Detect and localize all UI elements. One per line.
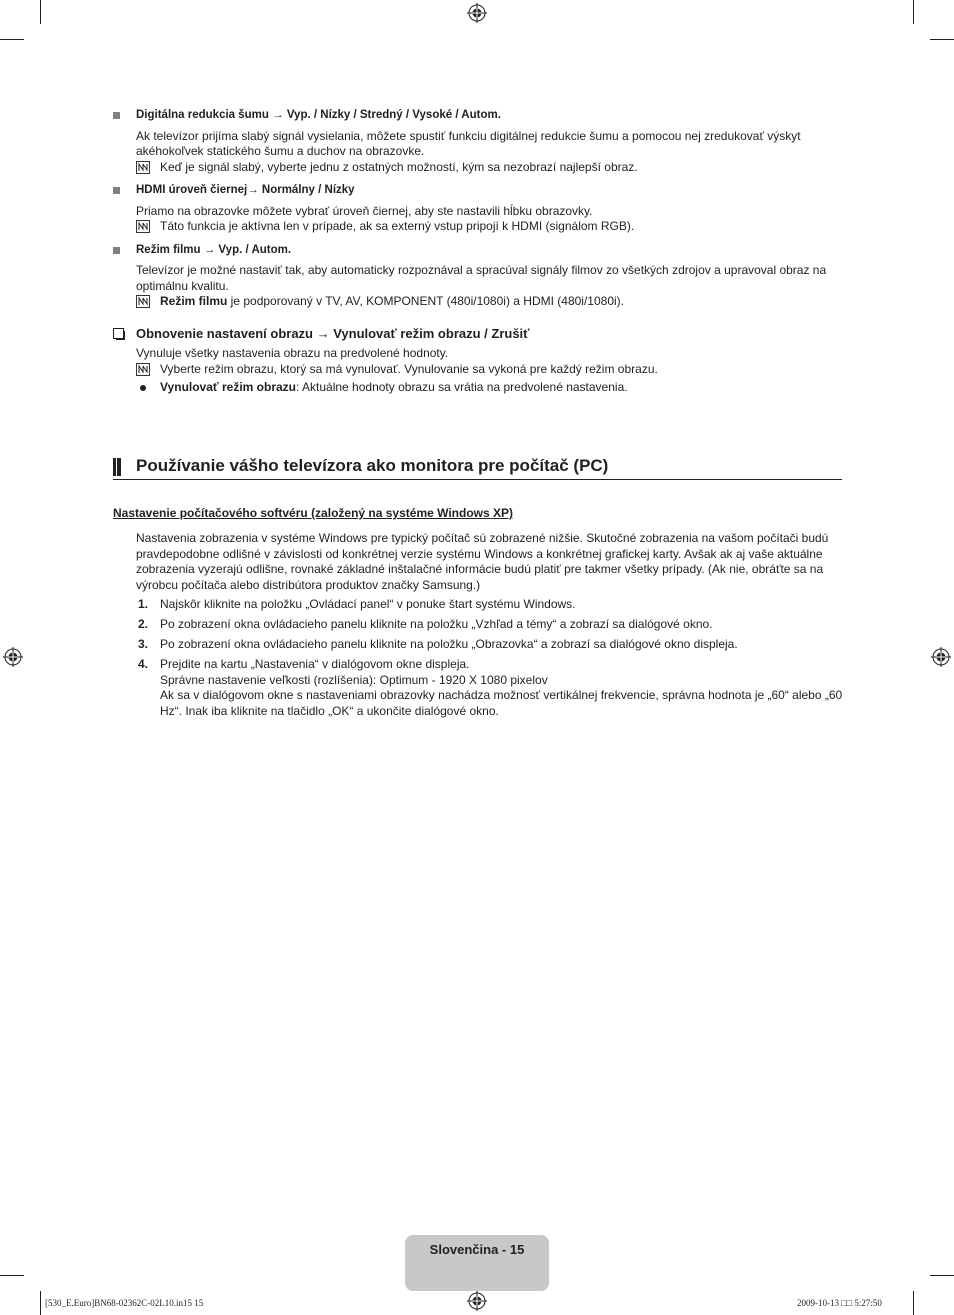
note-text: Vyberte režim obrazu, ktorý sa má vynulovať. Vynulovanie sa vykoná pre každý režim obrazu. — [160, 361, 658, 376]
note-text: Keď je signál slabý, vyberte jednu z ostatných možností, kým sa nezobrazí najlepší obraz. — [160, 159, 638, 174]
note-text: Táto funkcia je aktívna len v prípade, ak sa externý vstup pripojí k HDMI (signálom RGB). — [160, 219, 635, 233]
setting-description: Televízor je možné nastaviť tak, aby automaticky rozpoznával a spracúval signály filmov zo všetkých zdrojov a upravoval obraz na optimálnu kvalitu. — [136, 263, 827, 293]
step-text: Prejdite na kartu „Nastavenia“ v dialógovom okne displeja. — [160, 657, 470, 671]
square-bullet-icon — [113, 112, 120, 119]
note-text: je podporovaný v TV, AV, KOMPONENT (480i/1080i) a HDMI (480i/1080i). — [227, 294, 624, 308]
step-number: 3. — [138, 637, 149, 651]
note-icon — [136, 220, 150, 233]
subsection-title: Nastavenie počítačového softvéru (založený na systéme Windows XP) — [113, 506, 514, 520]
registration-mark-icon — [467, 1291, 487, 1311]
crop-mark — [930, 1275, 954, 1276]
setting-item — [113, 108, 843, 124]
reset-heading — [113, 326, 843, 342]
square-bullet-icon — [113, 187, 120, 194]
section-bar-icon — [113, 458, 121, 476]
setting-description: Ak televízor prijíma slabý signál vysielania, môžete spustiť funkciu digitálnej redukcie šumu a pomocou nej zredukovať výskyt akéhokoľvek statického šumu a duchov na obrazovke. — [136, 128, 801, 158]
setting-description: Priamo na obrazovke môžete vybrať úroveň čiernej, aby ste nastavili hĺbku obrazovky. — [136, 203, 593, 218]
step-item — [113, 637, 843, 653]
page-number-tab — [405, 1235, 549, 1291]
checkbox-bullet-icon — [113, 328, 124, 339]
section-title — [113, 454, 842, 480]
step-number: 1. — [138, 597, 149, 611]
note — [113, 294, 843, 310]
round-bullet-icon — [140, 385, 146, 391]
step-text: Najskôr kliknite na položku „Ovládací panel“ v ponuke štart systému Windows. — [160, 597, 576, 611]
setting-title: HDMI úroveň čiernej→ Normálny / Nízky — [136, 184, 355, 196]
reset-title: Obnovenie nastavení obrazu → Vynulovať režim obrazu / Zrušiť — [136, 325, 530, 341]
crop-mark — [930, 39, 954, 40]
crop-mark — [0, 1275, 24, 1276]
step-detail: Ak sa v dialógovom okne s nastaveniami obrazovky nachádza možnosť vertikálnej frekvencie, správna hodnota je „60“ alebo „60 Hz“. Inak iba kliknite na tlačidlo „OK“ a ukončite dialógové okno. — [160, 688, 843, 718]
square-bullet-icon — [113, 247, 120, 254]
crop-mark — [40, 0, 41, 24]
step-item — [113, 597, 843, 613]
note-icon — [136, 363, 150, 376]
note-bold-text: Režim filmu — [160, 294, 228, 308]
note-icon — [136, 161, 150, 174]
bullet-bold-text: Vynulovať režim obrazu — [160, 380, 297, 394]
pc-intro: Nastavenia zobrazenia v systéme Windows pre typický počítač sú zobrazené nižšie. Skutočné zobrazenia na vašom počítači budú pravdepodobne odlišné v závislosti od konkrétnej verzie systému Windows a konkrétnej grafickej karty. Avšak ak aj vaše aktuálne zobrazenia vyzerajú odlišne, rovnaké základné inštalačné informácie budú platiť pre takmer všetky prípady. (Ak nie, obráťte sa na výrobcu počítača alebo distribútora produktov značky Samsung.) — [136, 531, 829, 592]
picture-settings-section — [113, 108, 843, 396]
setting-title: Režim filmu → Vyp. / Autom. — [136, 243, 292, 256]
bullet-item — [113, 380, 843, 396]
setting-item — [113, 243, 843, 259]
pc-setup-section — [113, 531, 843, 719]
step-number: 4. — [138, 657, 149, 671]
setting-title: Digitálna redukcia šumu → Vyp. / Nízky / Stredný / Vysoké / Autom. — [136, 109, 501, 121]
file-info: [530_E.Euro]BN68-02362C-02L10.in15 15 — [45, 1298, 204, 1308]
step-text: Po zobrazení okna ovládacieho panelu kliknite na položku „Obrazovka“ a zobrazí sa dialógové okno displeja. — [160, 637, 738, 651]
note — [113, 160, 843, 176]
section-title-text: Používanie vášho televízora ako monitora pre počítač (PC) — [136, 456, 609, 475]
reset-description: Vynuluje všetky nastavenia obrazu na predvolené hodnoty. — [136, 346, 449, 360]
setting-item — [113, 183, 843, 199]
page-label: Slovenčina - 15 — [429, 1242, 525, 1257]
print-timestamp: 2009-10-13 □□ 5:27:50 — [797, 1298, 882, 1308]
crop-mark — [0, 39, 24, 40]
registration-mark-icon — [931, 647, 951, 667]
registration-mark-icon — [3, 647, 23, 667]
step-text: Po zobrazení okna ovládacieho panelu kliknite na položku „Vzhľad a témy“ a zobrazí sa dialógové okno. — [160, 617, 713, 631]
step-item — [113, 617, 843, 633]
step-number: 2. — [138, 617, 149, 631]
bullet-text: : Aktuálne hodnoty obrazu sa vrátia na predvolené nastavenia. — [296, 380, 628, 394]
registration-mark-icon — [467, 3, 487, 23]
step-detail: Správne nastavenie veľkosti (rozlíšenia): Optimum - 1920 X 1080 pixelov — [160, 672, 548, 687]
crop-mark — [913, 1291, 914, 1315]
crop-mark — [913, 0, 914, 24]
note — [113, 362, 843, 378]
step-item — [113, 657, 843, 673]
crop-mark — [40, 1291, 41, 1315]
note-icon — [136, 295, 150, 308]
note — [113, 219, 843, 235]
